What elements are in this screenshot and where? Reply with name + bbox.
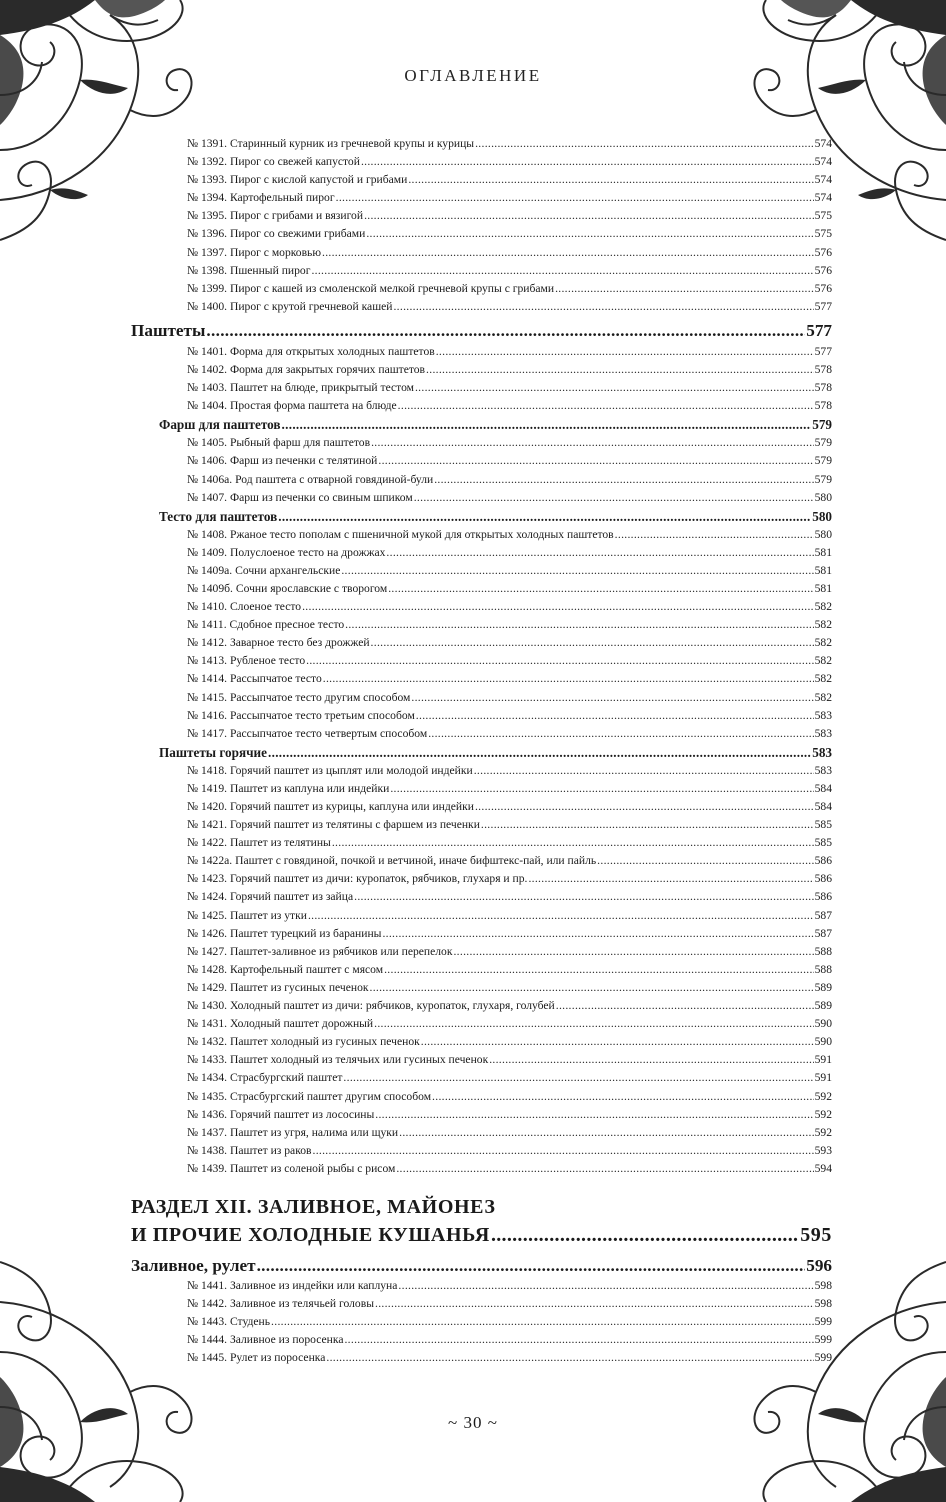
leader-dots bbox=[206, 320, 805, 342]
toc-entry[interactable] bbox=[131, 979, 832, 997]
leader-dots bbox=[597, 852, 813, 870]
toc-entry[interactable] bbox=[131, 1088, 832, 1106]
toc-entry-label: № 1406. Фарш из печенки с телятиной bbox=[187, 454, 378, 468]
toc-entry-label: № 1430. Холодный паштет из дичи: рябчиков, куропаток, глухаря, голубей bbox=[187, 999, 555, 1013]
toc-entry-page: 591 bbox=[814, 1071, 832, 1085]
leader-dots bbox=[399, 1124, 813, 1142]
toc-entry-page: 581 bbox=[814, 581, 832, 595]
toc-entry-label: № 1432. Паштет холодный из гусиных печенок bbox=[187, 1035, 420, 1049]
table-of-contents bbox=[131, 135, 832, 1367]
entry-group bbox=[131, 135, 832, 316]
leader-dots bbox=[282, 415, 812, 434]
toc-entry-page: 582 bbox=[814, 690, 832, 704]
toc-entry-label: № 1441. Заливное из индейки или каплуна bbox=[187, 1278, 398, 1292]
toc-entry-page: 576 bbox=[814, 245, 832, 259]
leader-dots bbox=[615, 526, 814, 544]
toc-entry[interactable] bbox=[131, 1015, 832, 1033]
leader-dots bbox=[375, 1295, 814, 1313]
toc-entry-label: № 1419. Паштет из каплуна или индейки bbox=[187, 781, 390, 795]
toc-entry-page: 586 bbox=[814, 890, 832, 904]
toc-entry-page: 586 bbox=[814, 872, 832, 886]
leader-dots bbox=[306, 652, 813, 670]
toc-entry-label: № 1427. Паштет-заливное из рябчиков или перепелок bbox=[187, 944, 453, 958]
leader-dots bbox=[390, 780, 813, 798]
leader-dots bbox=[271, 1313, 814, 1331]
leader-dots bbox=[311, 262, 813, 280]
toc-entry-page: 588 bbox=[814, 962, 832, 976]
toc-entry[interactable] bbox=[131, 1106, 832, 1124]
toc-entry-label: № 1445. Рулет из поросенка bbox=[187, 1351, 326, 1365]
entry-group bbox=[131, 762, 832, 1178]
toc-entry-label: № 1424. Горячий паштет из зайца bbox=[187, 890, 354, 904]
toc-entry-page: 574 bbox=[814, 155, 832, 169]
toc-entry-label: № 1413. Рубленое тесто bbox=[187, 654, 306, 668]
toc-entry-page: 574 bbox=[814, 173, 832, 187]
leader-dots bbox=[489, 1051, 813, 1069]
toc-entry-page: 589 bbox=[814, 999, 832, 1013]
leader-dots bbox=[370, 979, 814, 997]
toc-entry-label: № 1392. Пирог со свежей капустой bbox=[187, 155, 360, 169]
leader-dots bbox=[396, 1160, 813, 1178]
toc-entry-label: № 1418. Горячий паштет из цыплят или молодой индейки bbox=[187, 763, 473, 777]
leader-dots bbox=[313, 1142, 814, 1160]
leader-dots bbox=[432, 1088, 814, 1106]
toc-entry-page: 599 bbox=[814, 1315, 832, 1329]
leader-dots bbox=[416, 707, 814, 725]
subsection-heading-page: 580 bbox=[812, 508, 832, 524]
leader-dots bbox=[322, 244, 814, 262]
toc-entry-label: № 1442. Заливное из телячьей головы bbox=[187, 1297, 374, 1311]
section-heading-page: 596 bbox=[806, 1255, 832, 1275]
toc-entry-label: № 1397. Пирог с морковью bbox=[187, 245, 322, 259]
toc-entry[interactable] bbox=[131, 361, 832, 379]
toc-entry-page: 591 bbox=[814, 1053, 832, 1067]
toc-entry-page: 582 bbox=[814, 672, 832, 686]
toc-entry[interactable] bbox=[131, 1142, 832, 1160]
toc-entry-page: 599 bbox=[814, 1351, 832, 1365]
toc-entry[interactable] bbox=[131, 907, 832, 925]
leader-dots bbox=[371, 434, 814, 452]
toc-entry-label: № 1417. Рассыпчатое тесто четвертым способом bbox=[187, 726, 428, 740]
toc-entry[interactable] bbox=[131, 1069, 832, 1087]
toc-entry[interactable] bbox=[131, 780, 832, 798]
leader-dots bbox=[366, 225, 813, 243]
toc-entry-label: № 1444. Заливное из поросенка bbox=[187, 1333, 344, 1347]
leader-dots bbox=[393, 298, 813, 316]
toc-entry-label: № 1420. Горячий паштет из курицы, каплуна или индейки bbox=[187, 800, 474, 813]
toc-entry[interactable] bbox=[131, 244, 832, 262]
toc-entry-label: № 1428. Картофельный паштет с мясом bbox=[187, 962, 384, 976]
leader-dots bbox=[434, 471, 813, 489]
toc-entry[interactable] bbox=[131, 343, 832, 361]
subsection-heading-page: 579 bbox=[812, 417, 832, 433]
toc-entry-label: № 1423. Горячий паштет из дичи: куропаток, рябчиков, глухаря и пр. bbox=[187, 872, 528, 886]
leader-dots bbox=[378, 452, 813, 470]
toc-entry-label: № 1431. Холодный паштет дорожный bbox=[187, 1017, 374, 1031]
toc-entry-page: 577 bbox=[814, 344, 832, 358]
toc-entry[interactable] bbox=[131, 762, 832, 780]
leader-dots bbox=[388, 580, 813, 598]
toc-entry-page: 578 bbox=[814, 363, 832, 377]
toc-entry-label: № 1395. Пирог с грибами и вязигой bbox=[187, 209, 364, 223]
toc-entry-page: 577 bbox=[814, 299, 832, 313]
toc-entry[interactable] bbox=[131, 798, 832, 816]
toc-entry[interactable] bbox=[131, 834, 832, 852]
toc-entry-label: № 1408. Ржаное тесто пополам с пшеничной мукой для открытых холодных паштетов bbox=[187, 527, 614, 541]
toc-entry-page: 598 bbox=[814, 1278, 832, 1292]
toc-entry[interactable] bbox=[131, 1033, 832, 1051]
toc-entry-page: 581 bbox=[814, 563, 832, 577]
leader-dots bbox=[336, 189, 814, 207]
leader-dots bbox=[371, 634, 814, 652]
running-head: ОГЛАВЛЕНИЕ bbox=[404, 66, 542, 85]
toc-entry[interactable] bbox=[131, 652, 832, 670]
toc-entry-label: № 1435. Страсбургский паштет другим способом bbox=[187, 1089, 432, 1103]
toc-entry-label: № 1401. Форма для открытых холодных паштетов bbox=[187, 344, 435, 358]
toc-entry-page: 582 bbox=[814, 618, 832, 632]
toc-entry[interactable] bbox=[131, 1160, 832, 1178]
toc-entry[interactable] bbox=[131, 471, 832, 489]
leader-dots bbox=[345, 616, 813, 634]
toc-entry-label: № 1436. Горячий паштет из лососины bbox=[187, 1107, 375, 1121]
toc-entry-page: 593 bbox=[814, 1143, 832, 1157]
toc-entry-label: № 1422а. Паштет с говядиной, почкой и ветчиной, иначе бифштекс-пай, или пайль bbox=[187, 854, 597, 868]
entry-group bbox=[131, 434, 832, 506]
toc-entry-label: № 1416. Рассыпчатое тесто третьим способом bbox=[187, 708, 415, 722]
leader-dots bbox=[354, 888, 813, 906]
toc-entry-label: № 1400. Пирог с крутой гречневой кашей bbox=[187, 299, 393, 313]
toc-entry-label: № 1403. Паштет на блюде, прикрытый тестом bbox=[187, 381, 414, 395]
toc-entry-label: № 1425. Паштет из утки bbox=[187, 908, 307, 922]
leader-dots bbox=[268, 743, 811, 762]
toc-entry-label: № 1415. Рассыпчатое тесто другим способом bbox=[187, 690, 411, 704]
leader-dots bbox=[308, 907, 814, 925]
subsection-heading-page: 583 bbox=[812, 744, 832, 760]
toc-entry-page: 592 bbox=[814, 1089, 832, 1103]
leader-dots bbox=[374, 1015, 813, 1033]
toc-entry-label: № 1398. Пшенный пирог bbox=[187, 263, 311, 277]
part-heading-line-1: РАЗДЕЛ XII. ЗАЛИВНОЕ, МАЙОНЕЗ bbox=[131, 1195, 496, 1218]
toc-entry[interactable] bbox=[131, 598, 832, 616]
leader-dots bbox=[453, 943, 813, 961]
part-heading-page: 595 bbox=[800, 1223, 832, 1246]
toc-entry-page: 589 bbox=[814, 980, 832, 994]
toc-entry-label: № 1411. Сдобное пресное тесто bbox=[187, 618, 345, 632]
part-heading[interactable] bbox=[131, 1193, 832, 1249]
leader-dots bbox=[344, 1331, 813, 1349]
toc-entry-label: № 1433. Паштет холодный из телячьих или гусиных печенок bbox=[187, 1053, 489, 1067]
subsection-heading-label: Тесто для паштетов bbox=[159, 508, 278, 524]
toc-entry-label: № 1434. Страсбургский паштет bbox=[187, 1071, 343, 1085]
toc-entry[interactable] bbox=[131, 434, 832, 452]
toc-entry-page: 574 bbox=[814, 137, 832, 150]
leader-dots bbox=[474, 762, 814, 780]
toc-entry-label: № 1429. Паштет из гусиных печенок bbox=[187, 980, 369, 994]
toc-entry[interactable] bbox=[131, 452, 832, 470]
leader-dots bbox=[421, 1033, 814, 1051]
leader-dots bbox=[398, 397, 814, 415]
toc-entry-page: 581 bbox=[814, 545, 832, 559]
toc-entry-page: 590 bbox=[814, 1017, 832, 1031]
toc-entry-page: 575 bbox=[814, 209, 832, 223]
toc-entry-page: 580 bbox=[814, 527, 832, 541]
toc-entry-page: 582 bbox=[814, 636, 832, 650]
toc-entry-page: 598 bbox=[814, 1297, 832, 1311]
leader-dots bbox=[556, 997, 814, 1015]
toc-entry-page: 580 bbox=[814, 490, 832, 504]
toc-entry-page: 579 bbox=[814, 454, 832, 468]
toc-entry-page: 592 bbox=[814, 1107, 832, 1121]
toc-entry-page: 584 bbox=[814, 781, 832, 795]
toc-entry[interactable] bbox=[131, 544, 832, 562]
toc-entry-page: 599 bbox=[814, 1333, 832, 1347]
subsection-heading-label: Паштеты горячие bbox=[159, 744, 267, 760]
toc-entry-label: № 1393. Пирог с кислой капустой и грибами bbox=[187, 173, 408, 187]
toc-entry-page: 587 bbox=[814, 908, 832, 922]
toc-entry[interactable] bbox=[131, 189, 832, 207]
toc-entry-label: № 1409б. Сочни ярославские с творогом bbox=[187, 581, 388, 595]
toc-entry-page: 582 bbox=[814, 654, 832, 668]
toc-entry[interactable] bbox=[131, 943, 832, 961]
toc-entry[interactable] bbox=[131, 707, 832, 725]
toc-entry[interactable] bbox=[131, 870, 832, 888]
leader-dots bbox=[436, 343, 814, 361]
leader-dots bbox=[528, 870, 813, 888]
toc-entry-page: 578 bbox=[814, 381, 832, 395]
toc-entry-label: № 1396. Пирог со свежими грибами bbox=[187, 227, 366, 241]
leader-dots bbox=[382, 925, 813, 943]
toc-entry-label: № 1437. Паштет из угря, налима или щуки bbox=[187, 1125, 399, 1139]
leader-dots bbox=[555, 280, 814, 298]
leader-dots bbox=[414, 489, 814, 507]
toc-entry-label: № 1439. Паштет из соленой рыбы с рисом bbox=[187, 1161, 396, 1175]
part-heading-label: И ПРОЧИЕ ХОЛОДНЫЕ КУШАНЬЯ bbox=[131, 1223, 490, 1246]
toc-entry-label: № 1406а. Род паштета с отварной говядиной-були bbox=[187, 472, 434, 486]
toc-entry[interactable] bbox=[131, 171, 832, 189]
toc-entry-label: № 1402. Форма для закрытых горячих паштетов bbox=[187, 363, 426, 377]
toc-entry-page: 583 bbox=[814, 763, 832, 777]
toc-entry-page: 583 bbox=[814, 708, 832, 722]
leader-dots bbox=[302, 598, 814, 616]
toc-entry[interactable] bbox=[131, 489, 832, 507]
toc-entry-page: 579 bbox=[814, 472, 832, 486]
toc-entry-page: 583 bbox=[814, 726, 832, 740]
toc-entry[interactable] bbox=[131, 816, 832, 834]
toc-entry[interactable] bbox=[131, 725, 832, 743]
toc-entry[interactable] bbox=[131, 1124, 832, 1142]
leader-dots bbox=[278, 507, 811, 526]
toc-entry-label: № 1407. Фарш из печенки со свиным шпиком bbox=[187, 490, 413, 504]
toc-entry[interactable] bbox=[131, 1051, 832, 1069]
toc-entry[interactable] bbox=[131, 262, 832, 280]
toc-entry-page: 587 bbox=[814, 926, 832, 940]
toc-entry[interactable] bbox=[131, 888, 832, 906]
toc-entry-label: № 1410. Слоеное тесто bbox=[187, 600, 302, 614]
toc-entry-page: 588 bbox=[814, 944, 832, 958]
leader-dots bbox=[332, 834, 814, 852]
leader-dots bbox=[475, 798, 814, 816]
subsection-heading[interactable] bbox=[131, 507, 832, 526]
section-heading-label: Паштеты bbox=[131, 320, 206, 340]
toc-entry-label: № 1438. Паштет из раков bbox=[187, 1143, 312, 1157]
toc-entry[interactable] bbox=[131, 852, 832, 870]
subsection-heading-label: Фарш для паштетов bbox=[159, 417, 281, 433]
toc-entry-label: № 1391. Старинный курник из гречневой крупы и курицы bbox=[187, 137, 475, 150]
toc-entry-label: № 1412. Заварное тесто без дрожжей bbox=[187, 636, 370, 650]
leader-dots bbox=[415, 379, 814, 397]
section-heading[interactable] bbox=[131, 1255, 832, 1277]
toc-entry-label: № 1421. Горячий паштет из телятины с фаршем из печенки bbox=[187, 818, 480, 832]
leader-dots bbox=[426, 361, 814, 379]
toc-entry-page: 576 bbox=[814, 263, 832, 277]
toc-entry[interactable] bbox=[131, 1277, 832, 1295]
leader-dots bbox=[257, 1255, 806, 1277]
toc-entry[interactable] bbox=[131, 670, 832, 688]
leader-dots bbox=[491, 1221, 799, 1249]
leader-dots bbox=[326, 1349, 813, 1367]
toc-entry[interactable] bbox=[131, 1313, 832, 1331]
toc-entry-page: 585 bbox=[814, 818, 832, 832]
part-heading-line-2 bbox=[131, 1221, 832, 1249]
toc-entry-page: 578 bbox=[814, 399, 832, 413]
toc-entry-page: 582 bbox=[814, 600, 832, 614]
entry-group bbox=[131, 1277, 832, 1367]
toc-entry-label: № 1409. Полуслоеное тесто на дрожжах bbox=[187, 545, 386, 559]
toc-entry-label: № 1422. Паштет из телятины bbox=[187, 836, 331, 850]
toc-entry[interactable] bbox=[131, 298, 832, 316]
toc-entry-page: 574 bbox=[814, 191, 832, 205]
toc-entry-label: № 1443. Студень bbox=[187, 1315, 271, 1329]
toc-entry-label: № 1394. Картофельный пирог bbox=[187, 191, 335, 205]
subsection-heading[interactable] bbox=[131, 743, 832, 762]
toc-entry-page: 594 bbox=[814, 1161, 832, 1175]
leader-dots bbox=[361, 153, 814, 171]
section-heading[interactable] bbox=[131, 320, 832, 342]
toc-entry[interactable] bbox=[131, 280, 832, 298]
toc-entry[interactable] bbox=[131, 526, 832, 544]
toc-entry-page: 579 bbox=[814, 436, 832, 450]
page-number: ~ 30 ~ bbox=[448, 1413, 498, 1432]
toc-entry[interactable] bbox=[131, 580, 832, 598]
leader-dots bbox=[481, 816, 814, 834]
toc-entry[interactable] bbox=[131, 153, 832, 171]
leader-dots bbox=[343, 1069, 813, 1087]
toc-entry[interactable] bbox=[131, 1349, 832, 1367]
leader-dots bbox=[386, 544, 813, 562]
toc-entry[interactable] bbox=[131, 997, 832, 1015]
leader-dots bbox=[428, 725, 813, 743]
toc-entry[interactable] bbox=[131, 225, 832, 243]
toc-entry-page: 584 bbox=[814, 800, 832, 813]
toc-entry[interactable] bbox=[131, 689, 832, 707]
toc-entry[interactable] bbox=[131, 207, 832, 225]
toc-entry[interactable] bbox=[131, 379, 832, 397]
toc-entry[interactable] bbox=[131, 397, 832, 415]
leader-dots bbox=[364, 207, 814, 225]
toc-entry-label: № 1409а. Сочни архангельские bbox=[187, 563, 341, 577]
toc-entry[interactable] bbox=[131, 634, 832, 652]
toc-entry[interactable] bbox=[131, 562, 832, 580]
leader-dots bbox=[398, 1277, 813, 1295]
leader-dots bbox=[375, 1106, 813, 1124]
toc-entry-page: 585 bbox=[814, 836, 832, 850]
section-heading-label: Заливное, рулет bbox=[131, 1255, 256, 1275]
leader-dots bbox=[341, 562, 813, 580]
toc-entry[interactable] bbox=[131, 961, 832, 979]
leader-dots bbox=[408, 171, 813, 189]
entry-group bbox=[131, 343, 832, 415]
toc-entry-label: № 1414. Рассыпчатое тесто bbox=[187, 672, 322, 686]
toc-entry-label: № 1399. Пирог с кашей из смоленской мелкой гречневой крупы с грибами bbox=[187, 281, 555, 295]
toc-entry[interactable] bbox=[131, 925, 832, 943]
toc-entry-page: 590 bbox=[814, 1035, 832, 1049]
toc-entry[interactable] bbox=[131, 1295, 832, 1313]
leader-dots bbox=[411, 689, 813, 707]
toc-entry-page: 592 bbox=[814, 1125, 832, 1139]
toc-entry-label: № 1404. Простая форма паштета на блюде bbox=[187, 399, 397, 413]
toc-entry[interactable] bbox=[131, 1331, 832, 1349]
subsection-heading[interactable] bbox=[131, 415, 832, 434]
section-heading-page: 577 bbox=[806, 320, 832, 340]
toc-entry-page: 575 bbox=[814, 227, 832, 241]
toc-entry[interactable] bbox=[131, 616, 832, 634]
toc-entry[interactable] bbox=[131, 135, 832, 153]
toc-entry-label: № 1405. Рыбный фарш для паштетов bbox=[187, 436, 371, 450]
leader-dots bbox=[384, 961, 814, 979]
entry-group bbox=[131, 526, 832, 743]
leader-dots bbox=[323, 670, 814, 688]
toc-entry-label: № 1426. Паштет турецкий из баранины bbox=[187, 926, 382, 940]
leader-dots bbox=[475, 135, 814, 153]
toc-entry-page: 586 bbox=[814, 854, 832, 868]
toc-entry-page: 576 bbox=[814, 281, 832, 295]
